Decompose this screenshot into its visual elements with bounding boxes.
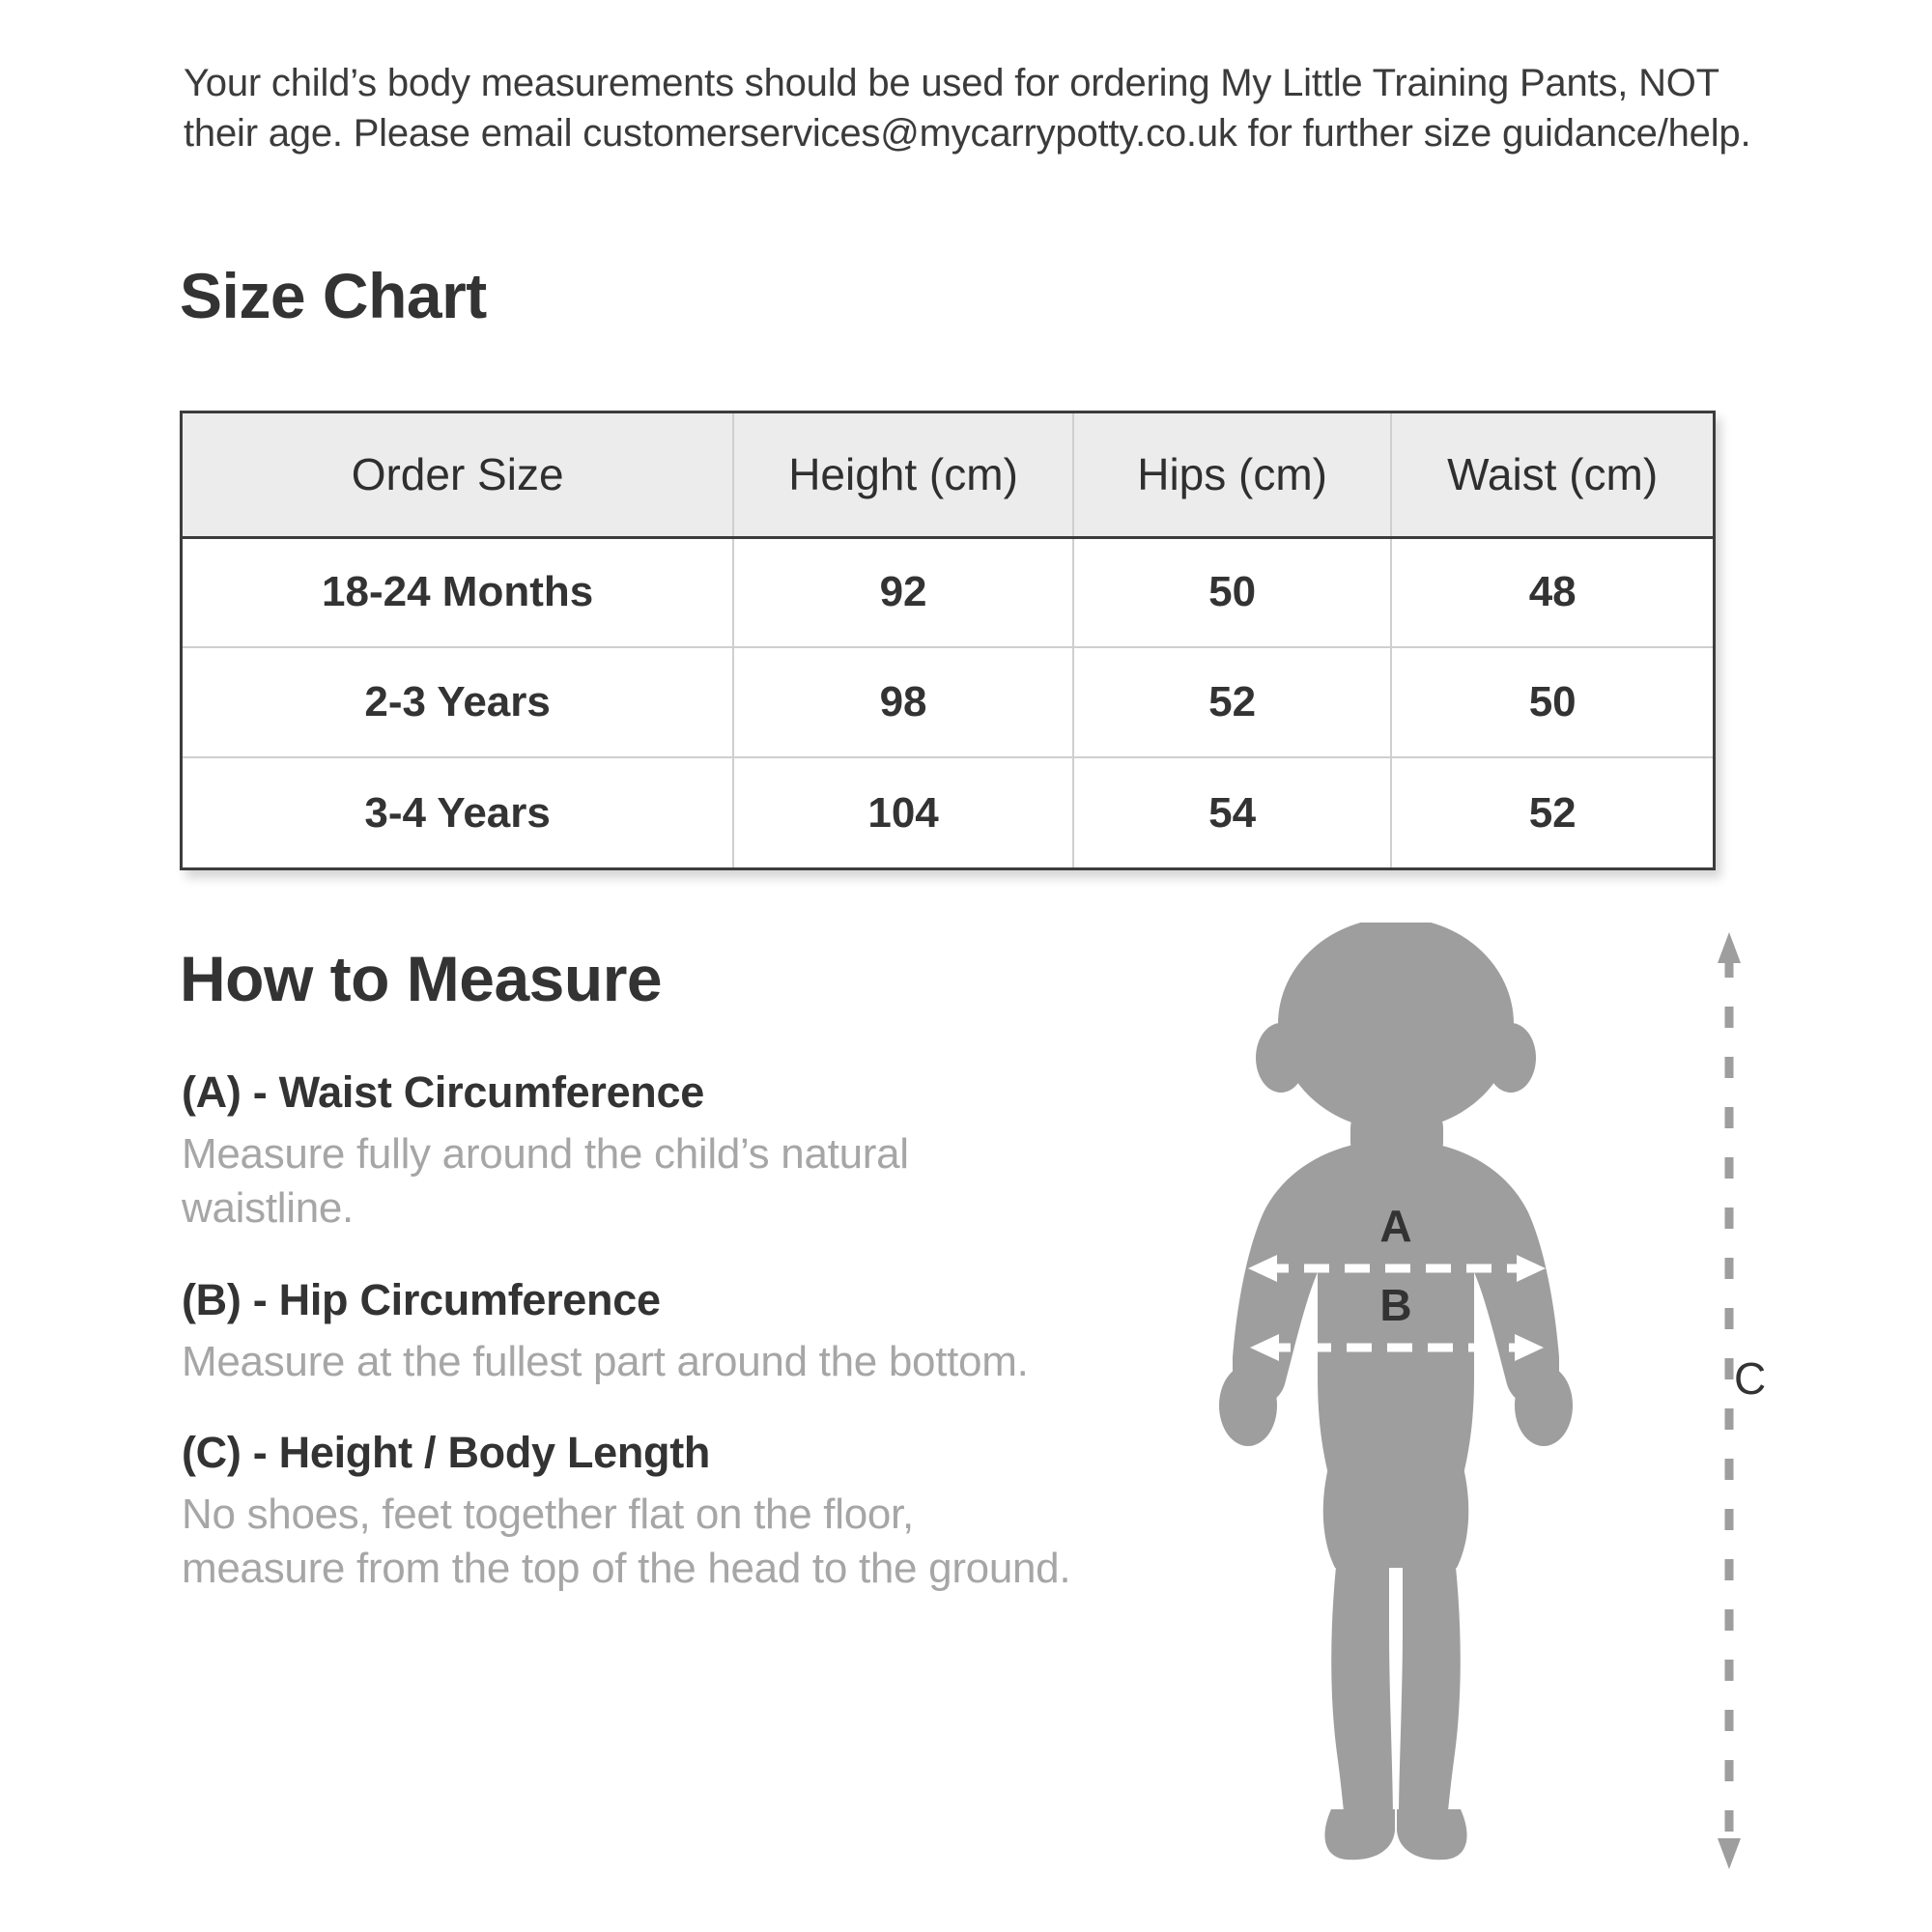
child-silhouette-shape	[1219, 923, 1573, 1860]
list-item	[182, 1428, 1080, 1597]
page-title-size-chart: Size Chart	[180, 260, 487, 331]
column-header-waist: Waist (cm)	[1391, 413, 1713, 537]
measure-desc-height: No shoes, feet together flat on the floor, measure from the top of the head to the ground.	[182, 1490, 1071, 1593]
size-chart-table	[183, 413, 1713, 867]
figure-label-b: B	[1379, 1280, 1412, 1330]
child-body-diagram	[1140, 923, 1835, 1889]
figure-label-a: A	[1379, 1201, 1412, 1251]
cell-order-size: 3-4 Years	[183, 757, 733, 867]
cell-height: 98	[733, 647, 1073, 757]
column-header-order-size: Order Size	[183, 413, 733, 537]
measure-title-waist: (A) - Waist Circumference	[182, 1067, 704, 1117]
table-row	[183, 537, 1713, 647]
column-header-hips: Hips (cm)	[1073, 413, 1391, 537]
cell-waist: 52	[1391, 757, 1713, 867]
figure-label-c: C	[1734, 1353, 1767, 1404]
cell-waist: 50	[1391, 647, 1713, 757]
section-title-how-to-measure: How to Measure	[180, 943, 663, 1014]
cell-hips: 52	[1073, 647, 1391, 757]
list-item	[182, 1275, 1080, 1389]
table-row	[183, 757, 1713, 867]
cell-order-size: 18-24 Months	[183, 537, 733, 647]
measure-desc-hip: Measure at the fullest part around the bottom.	[182, 1337, 1029, 1385]
cell-order-size: 2-3 Years	[183, 647, 733, 757]
table-header-row	[183, 413, 1713, 537]
measure-title-hip: (B) - Hip Circumference	[182, 1274, 661, 1324]
intro-paragraph: Your child’s body measurements should be used for ordering My Little Training Pants, NOT their age. Please email customerservices@mycarrypotty.co.uk for further size guidance/help.	[184, 62, 1751, 155]
cell-hips: 54	[1073, 757, 1391, 867]
table-row	[183, 647, 1713, 757]
list-item	[182, 1067, 1080, 1236]
cell-height: 104	[733, 757, 1073, 867]
measure-desc-waist: Measure fully around the child’s natural waistline.	[182, 1130, 909, 1233]
size-chart-table-wrapper	[180, 411, 1716, 870]
column-header-height: Height (cm)	[733, 413, 1073, 537]
cell-height: 92	[733, 537, 1073, 647]
cell-hips: 50	[1073, 537, 1391, 647]
measure-instructions-list	[182, 1067, 1080, 1635]
cell-waist: 48	[1391, 537, 1713, 647]
measure-title-height: (C) - Height / Body Length	[182, 1427, 711, 1477]
